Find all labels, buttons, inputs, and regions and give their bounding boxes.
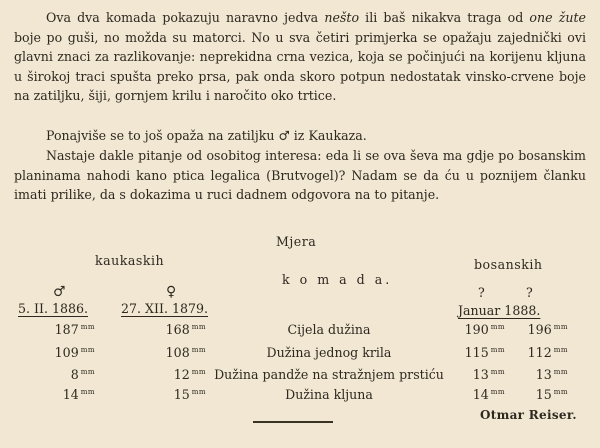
date-right: Januar 1888.: [458, 303, 541, 318]
date-col-2: 27. XII. 1879.: [121, 301, 209, 316]
cell-bosanskih-2: 196 $^{mm}$: [527, 322, 568, 337]
cell-kaukaskih-male: 109 $^{mm}$: [54, 345, 95, 360]
row-label: Dužina jednog krila: [266, 345, 392, 360]
paragraph-3: Nastaje dakle pitanje od osobitog interesa: eda li se ova ševa ma gdje po bosanskim planinama nahodi kano ptica legalica (Brutvogel)? Nadam se da ću u poznijem članku imati prilike, da s dokazima u ruci dadnem odgovora na to pitanje.: [14, 148, 586, 203]
divider-rule: [253, 421, 333, 423]
cell-kaukaskih-female: 108 $^{mm}$: [165, 345, 206, 360]
unknown-symbol-2: ?: [526, 285, 533, 300]
cell-kaukaskih-female: 12 $^{mm}$: [173, 367, 206, 382]
paragraph-2: Ponajviše se to još opaža na zatiljku ♂ iz Kaukaza.: [46, 128, 367, 143]
cell-bosanskih-1: 190 $^{mm}$: [464, 322, 505, 337]
paragraph-1: Ova dva komada pokazuju naravno jedva nešto ili baš nikakva traga od one žute boje po guši, no možda su matorci. No u sva četiri primjerka se opažaju zajednički ovi glavni znaci za razlikovanje: neprekidna crna vezica, koja se počinjući na korijenu kljuna u širokoj traci spušta preko prsa, pak onda skoro potpun nedostatak vinsko-crvene boje na zatiljku, šiji, gornjem krilu i naročito oko trtice.: [14, 10, 586, 104]
cell-bosanskih-1: 14 $^{mm}$: [472, 387, 505, 402]
table-heading-kaukaskih: kaukaskih: [95, 253, 165, 268]
table-heading-bosanskih: bosanskih: [474, 257, 543, 272]
table-heading-mjera: Mjera: [276, 234, 317, 249]
emphasis-1: nešto: [324, 10, 360, 25]
row-label: Cijela dužina: [287, 322, 371, 337]
row-label: Dužina pandže na stražnjem prstiću: [214, 367, 444, 382]
cell-kaukaskih-female: 15 $^{mm}$: [173, 387, 206, 402]
cell-kaukaskih-male: 14 $^{mm}$: [62, 387, 95, 402]
table-heading-komada: k o m a d a.: [282, 272, 393, 287]
date-col-1: 5. II. 1886.: [18, 301, 89, 316]
cell-bosanskih-2: 13 $^{mm}$: [535, 367, 568, 382]
cell-bosanskih-2: 112 $^{mm}$: [527, 345, 568, 360]
female-symbol-icon: ♀: [166, 284, 177, 300]
cell-kaukaskih-female: 168 $^{mm}$: [165, 322, 206, 337]
cell-bosanskih-1: 13 $^{mm}$: [472, 367, 505, 382]
cell-kaukaskih-male: 187 $^{mm}$: [54, 322, 95, 337]
row-label: Dužina kljuna: [285, 387, 373, 402]
cell-kaukaskih-male: 8 $^{mm}$: [70, 367, 95, 382]
male-symbol-icon: ♂: [53, 284, 66, 300]
signature: Otmar Reiser.: [480, 408, 577, 422]
emphasis-2: one žute: [529, 10, 586, 25]
unknown-symbol-1: ?: [478, 285, 485, 300]
cell-bosanskih-1: 115 $^{mm}$: [464, 345, 505, 360]
cell-bosanskih-2: 15 $^{mm}$: [535, 387, 568, 402]
